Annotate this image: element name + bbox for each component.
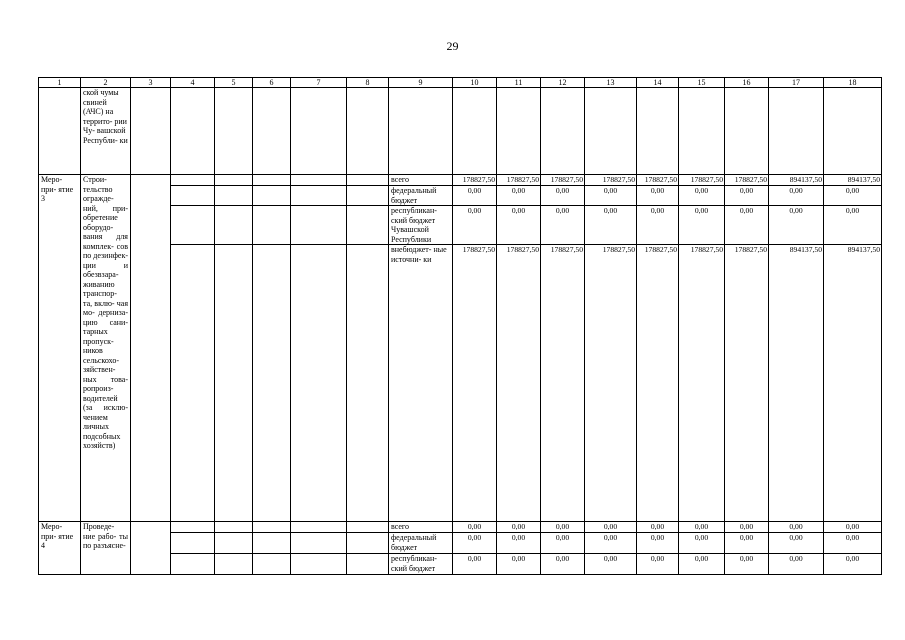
amount-cell: 0,00	[824, 206, 882, 245]
amount-cell: 178827,50	[679, 245, 725, 522]
cell	[215, 533, 253, 554]
cell	[824, 88, 882, 175]
col-header: 4	[171, 78, 215, 88]
amount-cell: 0,00	[453, 186, 497, 206]
cell	[347, 175, 389, 186]
cell	[215, 245, 253, 522]
amount-cell: 0,00	[679, 554, 725, 575]
cell	[725, 88, 769, 175]
amount-cell: 0,00	[585, 533, 637, 554]
measure-name: Строи- тельство огражде- ний, при- обретение оборудо- вания для комплек- сов по дезинфек- ции и обезвзара- живанию транспор- та, вклю- чая мо- дерниза- цию сани- тарных пропуск- ников сельскохо- зяйствен- ных това- ропроиз- водителей (за исклю- чением личных подсобных хозяйств)	[81, 175, 131, 522]
cell	[39, 88, 81, 175]
col-header: 7	[291, 78, 347, 88]
amount-cell: 178827,50	[679, 175, 725, 186]
cell	[497, 88, 541, 175]
cell	[253, 533, 291, 554]
cell	[291, 245, 347, 522]
amount-cell: 178827,50	[453, 245, 497, 522]
header-row	[39, 78, 882, 88]
col-header: 13	[585, 78, 637, 88]
amount-cell: 0,00	[769, 522, 824, 533]
amount-cell: 0,00	[453, 533, 497, 554]
table-row	[39, 175, 882, 186]
amount-cell: 894137,50	[824, 175, 882, 186]
cell	[637, 88, 679, 175]
amount-cell: 178827,50	[725, 175, 769, 186]
cell	[215, 186, 253, 206]
amount-cell: 178827,50	[585, 245, 637, 522]
cell	[171, 175, 215, 186]
cell	[291, 533, 347, 554]
amount-cell: 0,00	[541, 554, 585, 575]
measure-4-block	[39, 522, 882, 575]
amount-cell: 0,00	[725, 533, 769, 554]
amount-cell: 0,00	[453, 554, 497, 575]
cell	[253, 206, 291, 245]
cell	[253, 175, 291, 186]
funding-source: всего	[389, 175, 453, 186]
page-number: 29	[446, 39, 459, 53]
cell	[389, 88, 453, 175]
amount-cell: 0,00	[541, 206, 585, 245]
cell	[171, 206, 215, 245]
amount-cell: 0,00	[585, 186, 637, 206]
amount-cell: 0,00	[497, 206, 541, 245]
amount-cell: 0,00	[637, 522, 679, 533]
funding-source: всего	[389, 522, 453, 533]
amount-cell: 178827,50	[637, 175, 679, 186]
cell	[291, 175, 347, 186]
budget-table	[38, 77, 882, 575]
amount-cell: 0,00	[497, 522, 541, 533]
amount-cell: 0,00	[824, 533, 882, 554]
amount-cell: 0,00	[769, 533, 824, 554]
amount-cell: 0,00	[541, 522, 585, 533]
measure-3-block	[39, 175, 882, 522]
amount-cell: 0,00	[541, 186, 585, 206]
col-header: 2	[81, 78, 131, 88]
cell	[131, 88, 171, 175]
amount-cell: 0,00	[725, 186, 769, 206]
measure-name: Проведе- ние рабо- ты по разъясне-	[81, 522, 131, 575]
cell	[171, 186, 215, 206]
amount-cell: 178827,50	[541, 175, 585, 186]
cell	[291, 522, 347, 533]
continuation-row	[39, 88, 882, 175]
amount-cell: 894137,50	[824, 245, 882, 522]
cell	[291, 186, 347, 206]
amount-cell: 0,00	[585, 522, 637, 533]
cell	[253, 245, 291, 522]
amount-cell: 178827,50	[453, 175, 497, 186]
funding-source: федеральный бюджет	[389, 186, 453, 206]
cell	[171, 245, 215, 522]
amount-cell: 0,00	[585, 554, 637, 575]
col-header: 16	[725, 78, 769, 88]
cell	[215, 175, 253, 186]
amount-cell: 0,00	[585, 206, 637, 245]
amount-cell: 0,00	[679, 206, 725, 245]
amount-cell: 0,00	[637, 206, 679, 245]
amount-cell: 178827,50	[497, 245, 541, 522]
cell	[253, 522, 291, 533]
amount-cell: 0,00	[679, 533, 725, 554]
amount-cell: 0,00	[679, 522, 725, 533]
cell	[215, 522, 253, 533]
funding-source: республикан- ский бюджет Чувашской Республики	[389, 206, 453, 245]
col-header: 9	[389, 78, 453, 88]
col-header: 17	[769, 78, 824, 88]
cell	[215, 88, 253, 175]
amount-cell: 0,00	[769, 206, 824, 245]
amount-cell: 178827,50	[725, 245, 769, 522]
amount-cell: 0,00	[824, 522, 882, 533]
cell	[347, 206, 389, 245]
amount-cell: 0,00	[497, 533, 541, 554]
measure-name-continuation: ской чумы свиней (АЧС) на террито- рии Чу- вашской Республи- ки	[81, 88, 131, 175]
col-header: 14	[637, 78, 679, 88]
amount-cell: 0,00	[497, 186, 541, 206]
amount-cell: 0,00	[637, 533, 679, 554]
cell	[453, 88, 497, 175]
cell	[769, 88, 824, 175]
cell	[347, 522, 389, 533]
cell	[131, 522, 171, 575]
amount-cell: 0,00	[725, 554, 769, 575]
col-header: 10	[453, 78, 497, 88]
cell	[347, 245, 389, 522]
amount-cell: 0,00	[637, 554, 679, 575]
amount-cell: 178827,50	[541, 245, 585, 522]
cell	[347, 186, 389, 206]
cell	[585, 88, 637, 175]
amount-cell: 0,00	[725, 522, 769, 533]
col-header: 5	[215, 78, 253, 88]
cell	[291, 206, 347, 245]
amount-cell: 0,00	[679, 186, 725, 206]
cell	[171, 554, 215, 575]
col-header: 1	[39, 78, 81, 88]
cell	[171, 522, 215, 533]
cell	[171, 533, 215, 554]
cell	[291, 554, 347, 575]
amount-cell: 0,00	[497, 554, 541, 575]
amount-cell: 0,00	[824, 186, 882, 206]
measure-label: Меро- при- ятие 3	[39, 175, 81, 522]
amount-cell: 0,00	[637, 186, 679, 206]
funding-source: федеральный бюджет	[389, 533, 453, 554]
col-header: 6	[253, 78, 291, 88]
amount-cell: 0,00	[769, 554, 824, 575]
amount-cell: 0,00	[824, 554, 882, 575]
cell	[131, 175, 171, 522]
cell	[253, 88, 291, 175]
amount-cell: 0,00	[725, 206, 769, 245]
cell	[347, 533, 389, 554]
amount-cell: 178827,50	[497, 175, 541, 186]
table-row	[39, 522, 882, 533]
cell	[253, 186, 291, 206]
col-header: 18	[824, 78, 882, 88]
amount-cell: 0,00	[769, 186, 824, 206]
col-header: 15	[679, 78, 725, 88]
amount-cell: 0,00	[453, 522, 497, 533]
amount-cell: 894137,50	[769, 245, 824, 522]
cell	[253, 554, 291, 575]
col-header: 11	[497, 78, 541, 88]
measure-label: Меро- при- ятие 4	[39, 522, 81, 575]
cell	[541, 88, 585, 175]
funding-source: внебюджет- ные источни- ки	[389, 245, 453, 522]
amount-cell: 178827,50	[637, 245, 679, 522]
funding-source: республикан- ский бюджет	[389, 554, 453, 575]
col-header: 3	[131, 78, 171, 88]
amount-cell: 894137,50	[769, 175, 824, 186]
cell	[347, 554, 389, 575]
amount-cell: 0,00	[541, 533, 585, 554]
cell	[171, 88, 215, 175]
col-header: 8	[347, 78, 389, 88]
cell	[291, 88, 347, 175]
cell	[215, 554, 253, 575]
cell	[347, 88, 389, 175]
col-header: 12	[541, 78, 585, 88]
amount-cell: 178827,50	[585, 175, 637, 186]
cell	[215, 206, 253, 245]
cell	[679, 88, 725, 175]
amount-cell: 0,00	[453, 206, 497, 245]
